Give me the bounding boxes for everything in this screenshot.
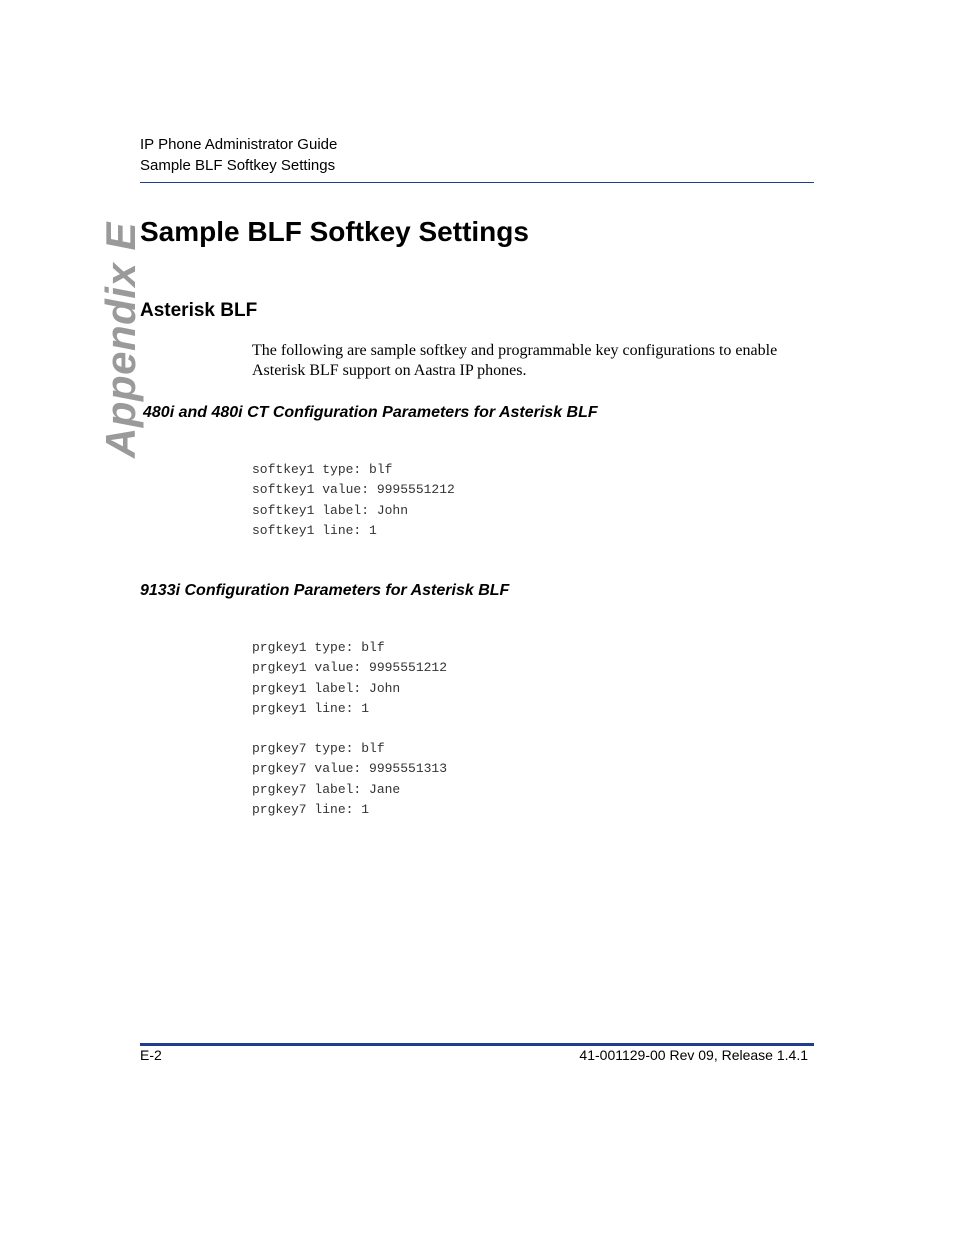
code-line: softkey1 type: blf [252,462,393,477]
code-line: softkey1 label: John [252,502,409,518]
section-heading-asterisk-blf: Asterisk BLF [140,300,258,321]
code-line: prgkey1 type: blf [252,640,385,655]
page-title: Sample BLF Softkey Settings [140,216,529,247]
code-line: prgkey7 value: 9995551313 [252,761,448,777]
code-block-9133i-prgkey1 [252,638,447,719]
code-line: softkey1 line: 1 [252,522,377,538]
code-block-9133i-prgkey7 [252,739,447,820]
code-line: prgkey7 label: Jane [252,781,401,797]
code-line: prgkey7 type: blf [252,741,385,756]
appendix-side-tab: Appendix E [97,221,144,458]
page-number: E-2 [140,1047,162,1063]
header-section-title: Sample BLF Softkey Settings [140,157,336,174]
footer-divider [140,1043,814,1046]
code-line: prgkey7 line: 1 [252,801,370,817]
code-line: prgkey1 label: John [252,680,401,696]
document-id: 41-001129-00 Rev 09, Release 1.4.1 [579,1047,808,1063]
code-line: softkey1 value: 9995551212 [252,482,455,498]
header-divider [140,182,814,183]
subheading-480i-config: 480i and 480i CT Configuration Parameters for Asterisk BLF [143,404,598,421]
code-line: prgkey1 value: 9995551212 [252,660,448,676]
subheading-9133i-config: 9133i Configuration Parameters for Asterisk BLF [140,582,510,599]
intro-paragraph: The following are sample softkey and programmable key configurations to enable Asterisk BLF support on Aastra IP phones. [252,342,778,379]
code-line: prgkey1 line: 1 [252,700,370,716]
code-block-480i [252,460,455,541]
guide-title: IP Phone Administrator Guide [140,136,338,153]
